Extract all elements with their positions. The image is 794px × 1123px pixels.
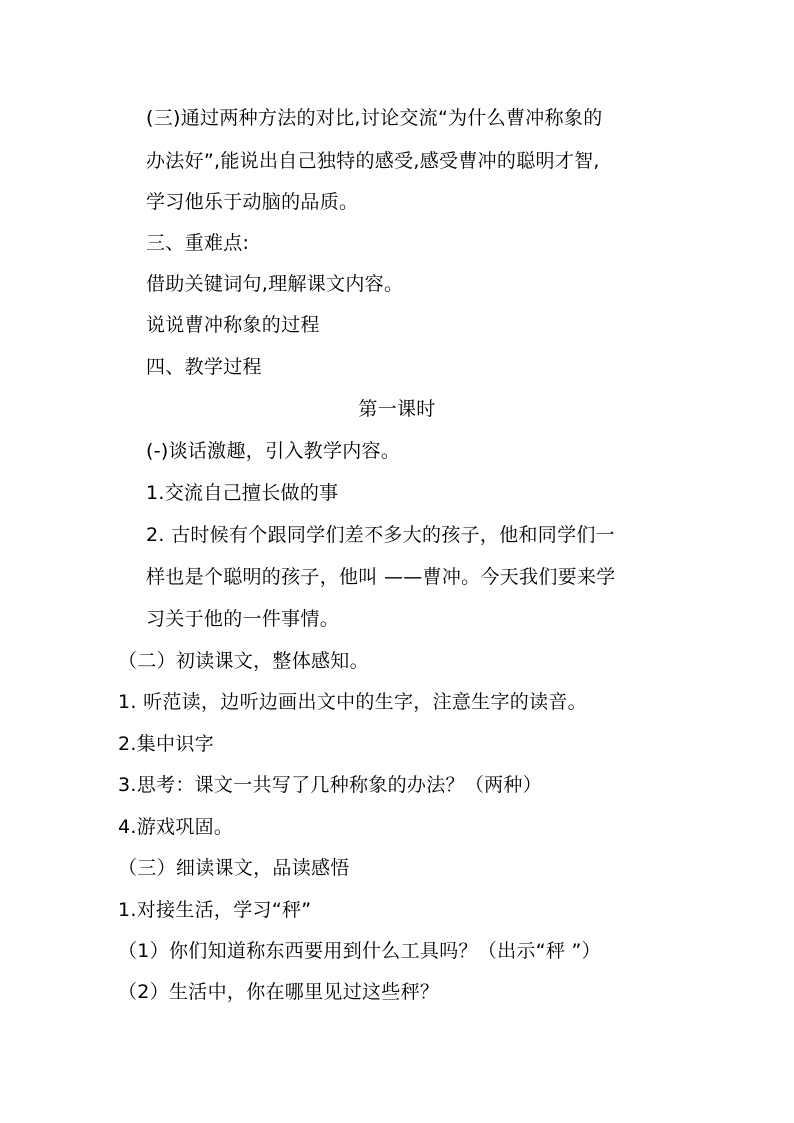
list-item: 1.对接生活，学习“秤” xyxy=(118,899,312,921)
list-item: 1. 听范读，边听边画出文中的生字，注意生字的读音。 xyxy=(118,691,587,713)
paragraph-line: 样也是个聪明的孩子，他叫 ——曹冲。今天我们要来学 xyxy=(146,566,616,588)
list-item: 4.游戏巩固。 xyxy=(118,816,234,838)
paragraph-line: 说说曹冲称象的过程 xyxy=(146,314,320,336)
subsection-heading: （三）细读课文，品读感悟 xyxy=(118,857,350,879)
section-heading: 四、教学过程 xyxy=(146,356,262,378)
list-item: （2）生活中，你在哪里见过这些秤？ xyxy=(118,981,440,1003)
paragraph-line: 办法好”,能说出自己独特的感受,感受曹冲的聪明才智, xyxy=(146,150,600,172)
list-item: （1）你们知道称东西要用到什么工具吗？（出示“秤 ”） xyxy=(118,940,601,962)
list-item: 2. 古时候有个跟同学们差不多大的孩子，他和同学们一 xyxy=(146,524,615,546)
list-item: 1.交流自己擅长做的事 xyxy=(146,482,339,504)
list-item: 3.思考：课文一共写了几种称象的办法？（两种） xyxy=(118,774,543,796)
section-heading: 三、重难点: xyxy=(146,232,250,254)
subsection-heading: （二）初读课文，整体感知。 xyxy=(118,650,369,672)
lesson-title: 第一课时 xyxy=(358,398,436,420)
subsection-heading: (-)谈话激趣，引入教学内容。 xyxy=(146,440,401,462)
paragraph-line: 学习他乐于动脑的品质。 xyxy=(146,191,359,213)
list-item: 2.集中识字 xyxy=(118,733,214,755)
paragraph-line: 习关于他的一件事情。 xyxy=(146,608,340,630)
paragraph-line: (三)通过两种方法的对比,讨论交流“为什么曹冲称象的 xyxy=(146,107,603,129)
paragraph-line: 借助关键词句,理解课文内容。 xyxy=(146,273,404,295)
